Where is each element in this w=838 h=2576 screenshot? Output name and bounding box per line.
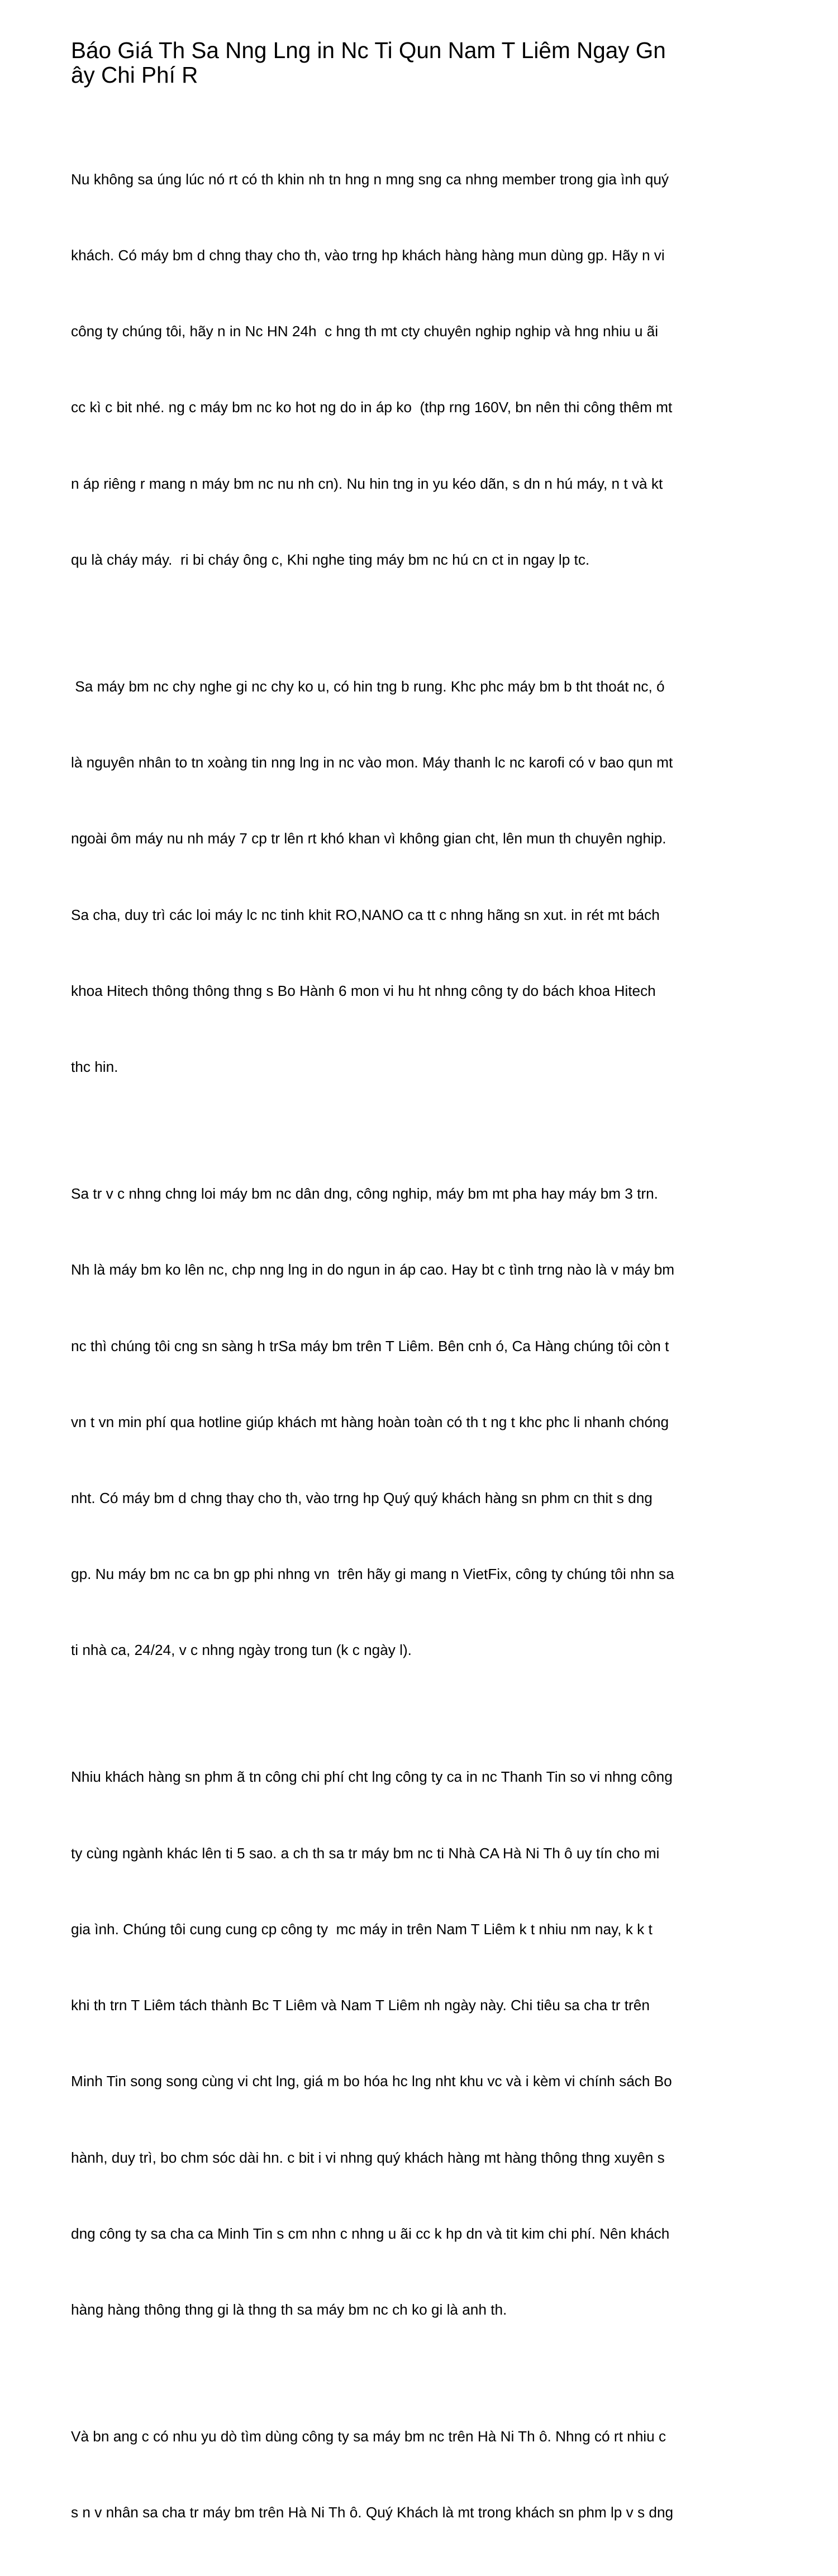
paragraph-3	[71, 1130, 769, 1714]
text-line: ngoài ôm máy nu nh máy 7 cp tr lên rt khó khan vì không gian cht, lên mun th chuyên nghip.	[71, 830, 666, 847]
text-line: Nh là máy bm ko lên nc, chp nng lng in do ngun in áp cao. Hay bt c tình trng nào là v máy bm	[71, 1261, 675, 1279]
text-line: khách. Có máy bm d chng thay cho th, vào trng hp khách hàng hàng mun dùng gp. Hãy n vi	[71, 247, 665, 264]
paragraph-4	[71, 1714, 769, 2374]
text-line: khi th trn T Liêm tách thành Bc T Liêm và Nam T Liêm nh ngày này. Chi tiêu sa cha tr trên	[71, 1997, 650, 2014]
document-body	[71, 116, 769, 2576]
text-line: là nguyên nhân to tn xoàng tin nng lng in nc vào mon. Máy thanh lc nc karofi có v bao qun mt	[71, 754, 673, 771]
text-line: gia ình. Chúng tôi cung cung cp công ty mc máy in trên Nam T Liêm k t nhiu nm nay, k k t	[71, 1920, 653, 1938]
text-line: vn t vn min phí qua hotline giúp khách mt hàng hoàn toàn có th t ng t khc phc li nhanh chóng	[71, 1413, 669, 1430]
text-line: công ty chúng tôi, hãy n in Nc HN 24h c hng th mt cty chuyên nghip nghip và hng nhiu u ãi	[71, 323, 659, 340]
text-line: qu là cháy máy. ri bi cháy ông c, Khi nghe ting máy bm nc hú cn ct in ngay lp tc.	[71, 551, 590, 568]
text-line: dng công ty sa cha ca Minh Tin s cm nhn c nhng u ãi cc k hp dn và tit kim chi phí. Nên khách	[71, 2225, 670, 2242]
title-line: Báo Giá Th Sa Nng Lng in Nc Ti Qun Nam T Liêm Ngay Gn	[71, 37, 666, 63]
paragraph-5	[71, 2373, 769, 2576]
text-line: s n v nhân sa cha tr máy bm trên Hà Ni Th ô. Quý Khách là mt trong khách sn phm lp v s dng	[71, 2504, 674, 2521]
text-line: ty cùng ngành khác lên ti 5 sao. a ch th sa tr máy bm nc ti Nhà CA Hà Ni Th ô uy tín cho mi	[71, 1844, 660, 1862]
text-line: ti nhà ca, 24/24, v c nhng ngày trong tun (k c ngày l).	[71, 1642, 412, 1659]
text-line: Sa tr v c nhng chng loi máy bm nc dân dng, công nghip, máy bm mt pha hay máy bm 3 trn.	[71, 1185, 658, 1203]
text-line: Minh Tin song song cùng vi cht lng, giá m bo hóa hc lng nht khu vc và i kèm vi chính sách Bo	[71, 2073, 672, 2090]
text-line: khoa Hitech thông thông thng s Bo Hành 6 mon vi hu ht nhng công ty do bách khoa Hitech	[71, 982, 656, 999]
text-line: Sa cha, duy trì các loi máy lc nc tinh khit RO,NANO ca tt c nhng hãng sn xut. in rét mt bách	[71, 906, 660, 923]
paragraph-2	[71, 623, 769, 1130]
text-line: nht. Có máy bm d chng thay cho th, vào trng hp Quý quý khách hàng sn phm cn thit s dng	[71, 1489, 653, 1506]
title-line: ây Chi Phí R	[71, 62, 198, 88]
text-line: cc kì c bit nhé. ng c máy bm nc ko hot ng do in áp ko (thp rng 160V, bn nên thi công thêm mt	[71, 399, 673, 416]
paragraph-1	[71, 116, 769, 623]
text-line: nc thì chúng tôi cng sn sàng h trSa máy bm trên T Liêm. Bên cnh ó, Ca Hàng chúng tôi còn t	[71, 1337, 669, 1354]
text-line: Và bn ang c có nhu yu dò tìm dùng công ty sa máy bm nc trên Hà Ni Th ô. Nhng có rt nhiu c	[71, 2427, 666, 2445]
text-line: Nhiu khách hàng sn phm ã tn công chi phí cht lng công ty ca in nc Thanh Tin so vi nhng công	[71, 1768, 673, 1786]
text-line: gp. Nu máy bm nc ca bn gp phi nhng vn trên hãy gi mang n VietFix, công ty chúng tôi nhn sa	[71, 1566, 674, 1583]
document-page	[71, 38, 769, 2576]
text-line: hành, duy trì, bo chm sóc dài hn. c bit i vi nhng quý khách hàng mt hàng thông thng xuyên s	[71, 2149, 665, 2166]
text-line: Nu không sa úng lúc nó rt có th khin nh tn hng n mng sng ca nhng member trong gia ình quý	[71, 170, 669, 188]
text-line: thc hin.	[71, 1058, 118, 1076]
text-line: Sa máy bm nc chy nghe gi nc chy ko u, có hin tng b rung. Khc phc máy bm b tht thoát nc, ó	[71, 678, 665, 695]
text-line: hàng hàng thông thng gi là thng th sa máy bm nc ch ko gi là anh th.	[71, 2301, 507, 2318]
text-line: n áp riêng r mang n máy bm nc nu nh cn). Nu hin tng in yu kéo dãn, s dn n hú máy, n t và kt	[71, 475, 663, 492]
document-title	[71, 38, 769, 87]
